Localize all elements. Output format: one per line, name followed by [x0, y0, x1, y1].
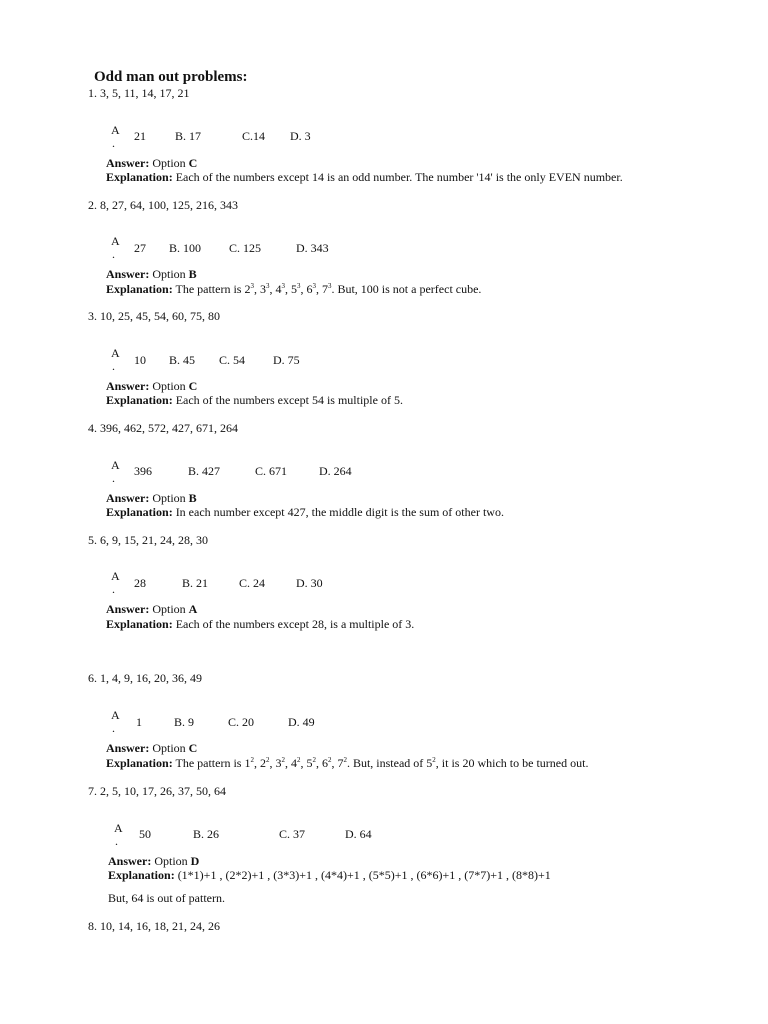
question-sequence: 10, 25, 45, 54, 60, 75, 80 — [100, 309, 220, 323]
option-a[interactable]: 28 — [134, 576, 146, 590]
power-base: 1 — [244, 756, 251, 770]
question-sequence: 396, 462, 572, 427, 671, 264 — [100, 421, 238, 435]
option-a-dot: . — [112, 359, 115, 373]
power-exponent: 2 — [327, 756, 332, 764]
option-a-letter: A — [114, 821, 123, 835]
question-number: 3. — [88, 309, 97, 323]
power-base: 7 — [337, 756, 344, 770]
question-7 — [88, 784, 226, 799]
answer-label: Answer: — [106, 379, 150, 393]
explanation-tail: . But, 100 is not a perfect cube. — [331, 282, 482, 296]
explanation-label: Explanation: — [106, 617, 173, 631]
answer-line — [106, 156, 197, 171]
explanation-text: Each of the numbers except 28, is a multiple of 3. — [175, 617, 415, 631]
option-d[interactable]: D. 75 — [273, 353, 300, 367]
explanation-line — [106, 505, 504, 520]
answer-value: B — [188, 267, 197, 281]
power-exponent: 2 — [343, 756, 347, 764]
question-sequence: 3, 5, 11, 14, 17, 21 — [100, 86, 190, 100]
power-exponent: 2 — [265, 756, 270, 764]
answer-prefix: Option — [152, 602, 186, 616]
option-a[interactable]: 1 — [136, 715, 142, 729]
question-number: 7. — [88, 784, 97, 798]
answer-line — [106, 602, 197, 617]
option-a[interactable]: 21 — [134, 129, 146, 143]
option-b[interactable]: B. 21 — [182, 576, 209, 590]
explanation-line — [106, 393, 403, 408]
explanation-line — [106, 756, 588, 771]
option-a-letter: A — [111, 123, 120, 137]
power-exponent: 3 — [312, 282, 316, 290]
question-sequence: 1, 4, 9, 16, 20, 36, 49 — [100, 671, 202, 685]
power-list: $1^2$, $2^2$, $3^2$, $4^2$, $5^2$, $6^2$, $7^2$ — [244, 756, 347, 770]
option-c[interactable]: C. 37 — [279, 827, 306, 841]
question-number: 5. — [88, 533, 97, 547]
option-c[interactable]: C. 24 — [239, 576, 266, 590]
explanation-text: (1*1)+1 , (2*2)+1 , (3*3)+1 , (4*4)+1 , (5*5)+1 , (6*6)+1 , (7*7)+1 , (8*8)+1 — [177, 868, 551, 882]
answer-label: Answer: — [106, 156, 150, 170]
option-c[interactable]: C. 125 — [229, 241, 262, 255]
answer-label: Answer: — [106, 267, 150, 281]
answer-line — [108, 854, 199, 869]
answer-prefix: Option — [152, 379, 186, 393]
option-a[interactable]: 27 — [134, 241, 146, 255]
answer-label: Answer: — [108, 854, 152, 868]
answer-line — [106, 491, 197, 506]
answer-prefix: Option — [152, 267, 186, 281]
explanation-text: Each of the numbers except 54 is multiple of 5. — [175, 393, 403, 407]
question-number: 8. — [88, 919, 97, 933]
option-b[interactable]: B. 45 — [169, 353, 196, 367]
option-a-dot: . — [115, 834, 118, 848]
option-b[interactable]: B. 17 — [175, 129, 202, 143]
option-c[interactable]: C. 671 — [255, 464, 288, 478]
option-b[interactable]: B. 100 — [169, 241, 202, 255]
question-4 — [88, 421, 238, 436]
question-number: 1. — [88, 86, 97, 100]
power-exponent: 2 — [296, 756, 301, 764]
option-d[interactable]: D. 64 — [345, 827, 372, 841]
power-exponent: 3 — [296, 282, 301, 290]
page-title: Odd man out problems: — [94, 69, 248, 85]
explanation-label: Explanation: — [108, 868, 175, 882]
explanation-label: Explanation: — [106, 505, 173, 519]
answer-label: Answer: — [106, 741, 150, 755]
power-exponent: 3 — [281, 282, 285, 290]
explanation-line — [106, 282, 481, 297]
explanation-middle: . But, instead of — [346, 756, 427, 770]
answer-prefix: Option — [152, 491, 186, 505]
option-a-dot: . — [112, 247, 115, 261]
question-8 — [88, 919, 220, 934]
question-sequence: 6, 9, 15, 21, 24, 28, 30 — [100, 533, 208, 547]
power-base: 5 — [290, 282, 297, 296]
option-a-dot: . — [112, 471, 115, 485]
answer-label: Answer: — [106, 491, 150, 505]
power-exponent: 2 — [250, 756, 254, 764]
option-a-dot: . — [112, 721, 115, 735]
explanation-mid-base: 5 — [426, 756, 433, 770]
option-d[interactable]: D. 264 — [319, 464, 352, 478]
answer-value: C — [188, 741, 198, 755]
power-exponent: 2 — [281, 756, 285, 764]
answer-value: A — [188, 602, 198, 616]
question-sequence: 10, 14, 16, 18, 21, 24, 26 — [100, 919, 220, 933]
question-6 — [88, 671, 202, 686]
explanation-label: Explanation: — [106, 756, 173, 770]
answer-line — [106, 741, 197, 756]
option-a-dot: . — [112, 582, 115, 596]
question-number: 4. — [88, 421, 97, 435]
explanation-tail: , it is 20 which to be turned out. — [435, 756, 589, 770]
option-a[interactable]: 50 — [139, 827, 151, 841]
power-base: 5 — [306, 756, 313, 770]
power-base: 7 — [321, 282, 328, 296]
power-base: 2 — [244, 282, 251, 296]
answer-value: D — [190, 854, 200, 868]
question-sequence: 2, 5, 10, 17, 26, 37, 50, 64 — [100, 784, 226, 798]
option-b[interactable]: B. 427 — [188, 464, 221, 478]
option-c[interactable]: C.14 — [242, 129, 266, 143]
option-a[interactable]: 396 — [134, 464, 152, 478]
power-exponent: 3 — [250, 282, 254, 290]
option-d[interactable]: D. 49 — [288, 715, 315, 729]
option-b[interactable]: B. 9 — [174, 715, 195, 729]
answer-value: B — [188, 491, 197, 505]
question-3 — [88, 309, 220, 324]
option-d[interactable]: D. 343 — [296, 241, 329, 255]
option-c[interactable]: C. 20 — [228, 715, 255, 729]
power-base: 3 — [275, 756, 282, 770]
explanation-line — [108, 868, 551, 883]
power-base: 2 — [259, 756, 266, 770]
power-list: $2^3$, $3^3$, $4^3$, $5^3$, $6^3$, $7^3$ — [244, 282, 332, 296]
option-a-letter: A — [111, 346, 120, 360]
answer-line — [106, 379, 197, 394]
option-d[interactable]: D. 30 — [296, 576, 323, 590]
option-d[interactable]: D. 3 — [290, 129, 311, 143]
option-c[interactable]: C. 54 — [219, 353, 246, 367]
answer-value: C — [188, 379, 198, 393]
explanation-label: Explanation: — [106, 393, 173, 407]
answer-prefix: Option — [154, 854, 188, 868]
answer-value: C — [188, 156, 198, 170]
power-base: 6 — [306, 282, 313, 296]
explanation-mid-exponent: 2 — [432, 756, 436, 764]
answer-label: Answer: — [106, 602, 150, 616]
option-a-letter: A — [111, 234, 120, 248]
question-1 — [88, 86, 190, 101]
answer-prefix: Option — [152, 741, 186, 755]
power-base: 4 — [275, 282, 282, 296]
question-number: 2. — [88, 198, 97, 212]
power-base: 3 — [259, 282, 266, 296]
explanation-text: Each of the numbers except 14 is an odd number. The number '14' is the only EVEN number. — [175, 170, 623, 184]
explanation-lead: The pattern is — [175, 756, 245, 770]
explanation-label: Explanation: — [106, 170, 173, 184]
explanation-text: In each number except 427, the middle digit is the sum of other two. — [175, 505, 504, 519]
question-number: 6. — [88, 671, 97, 685]
answer-line — [106, 267, 197, 282]
explanation-label: Explanation: — [106, 282, 173, 296]
power-exponent: 2 — [312, 756, 316, 764]
option-a-dot: . — [112, 136, 115, 150]
option-a[interactable]: 10 — [134, 353, 146, 367]
option-a-letter: A — [111, 458, 120, 472]
power-base: 4 — [290, 756, 297, 770]
question-5 — [88, 533, 208, 548]
question-sequence: 8, 27, 64, 100, 125, 216, 343 — [100, 198, 238, 212]
question-2 — [88, 198, 238, 213]
option-a-letter: A — [111, 569, 120, 583]
explanation-line — [106, 617, 414, 632]
explanation-line — [106, 170, 623, 185]
answer-prefix: Option — [152, 156, 186, 170]
option-a-letter: A — [111, 708, 120, 722]
option-b[interactable]: B. 26 — [193, 827, 220, 841]
power-base: 6 — [321, 756, 328, 770]
power-exponent: 3 — [265, 282, 270, 290]
power-exponent: 3 — [327, 282, 332, 290]
explanation-note: But, 64 is out of pattern. — [108, 891, 225, 905]
explanation-lead: The pattern is — [175, 282, 245, 296]
